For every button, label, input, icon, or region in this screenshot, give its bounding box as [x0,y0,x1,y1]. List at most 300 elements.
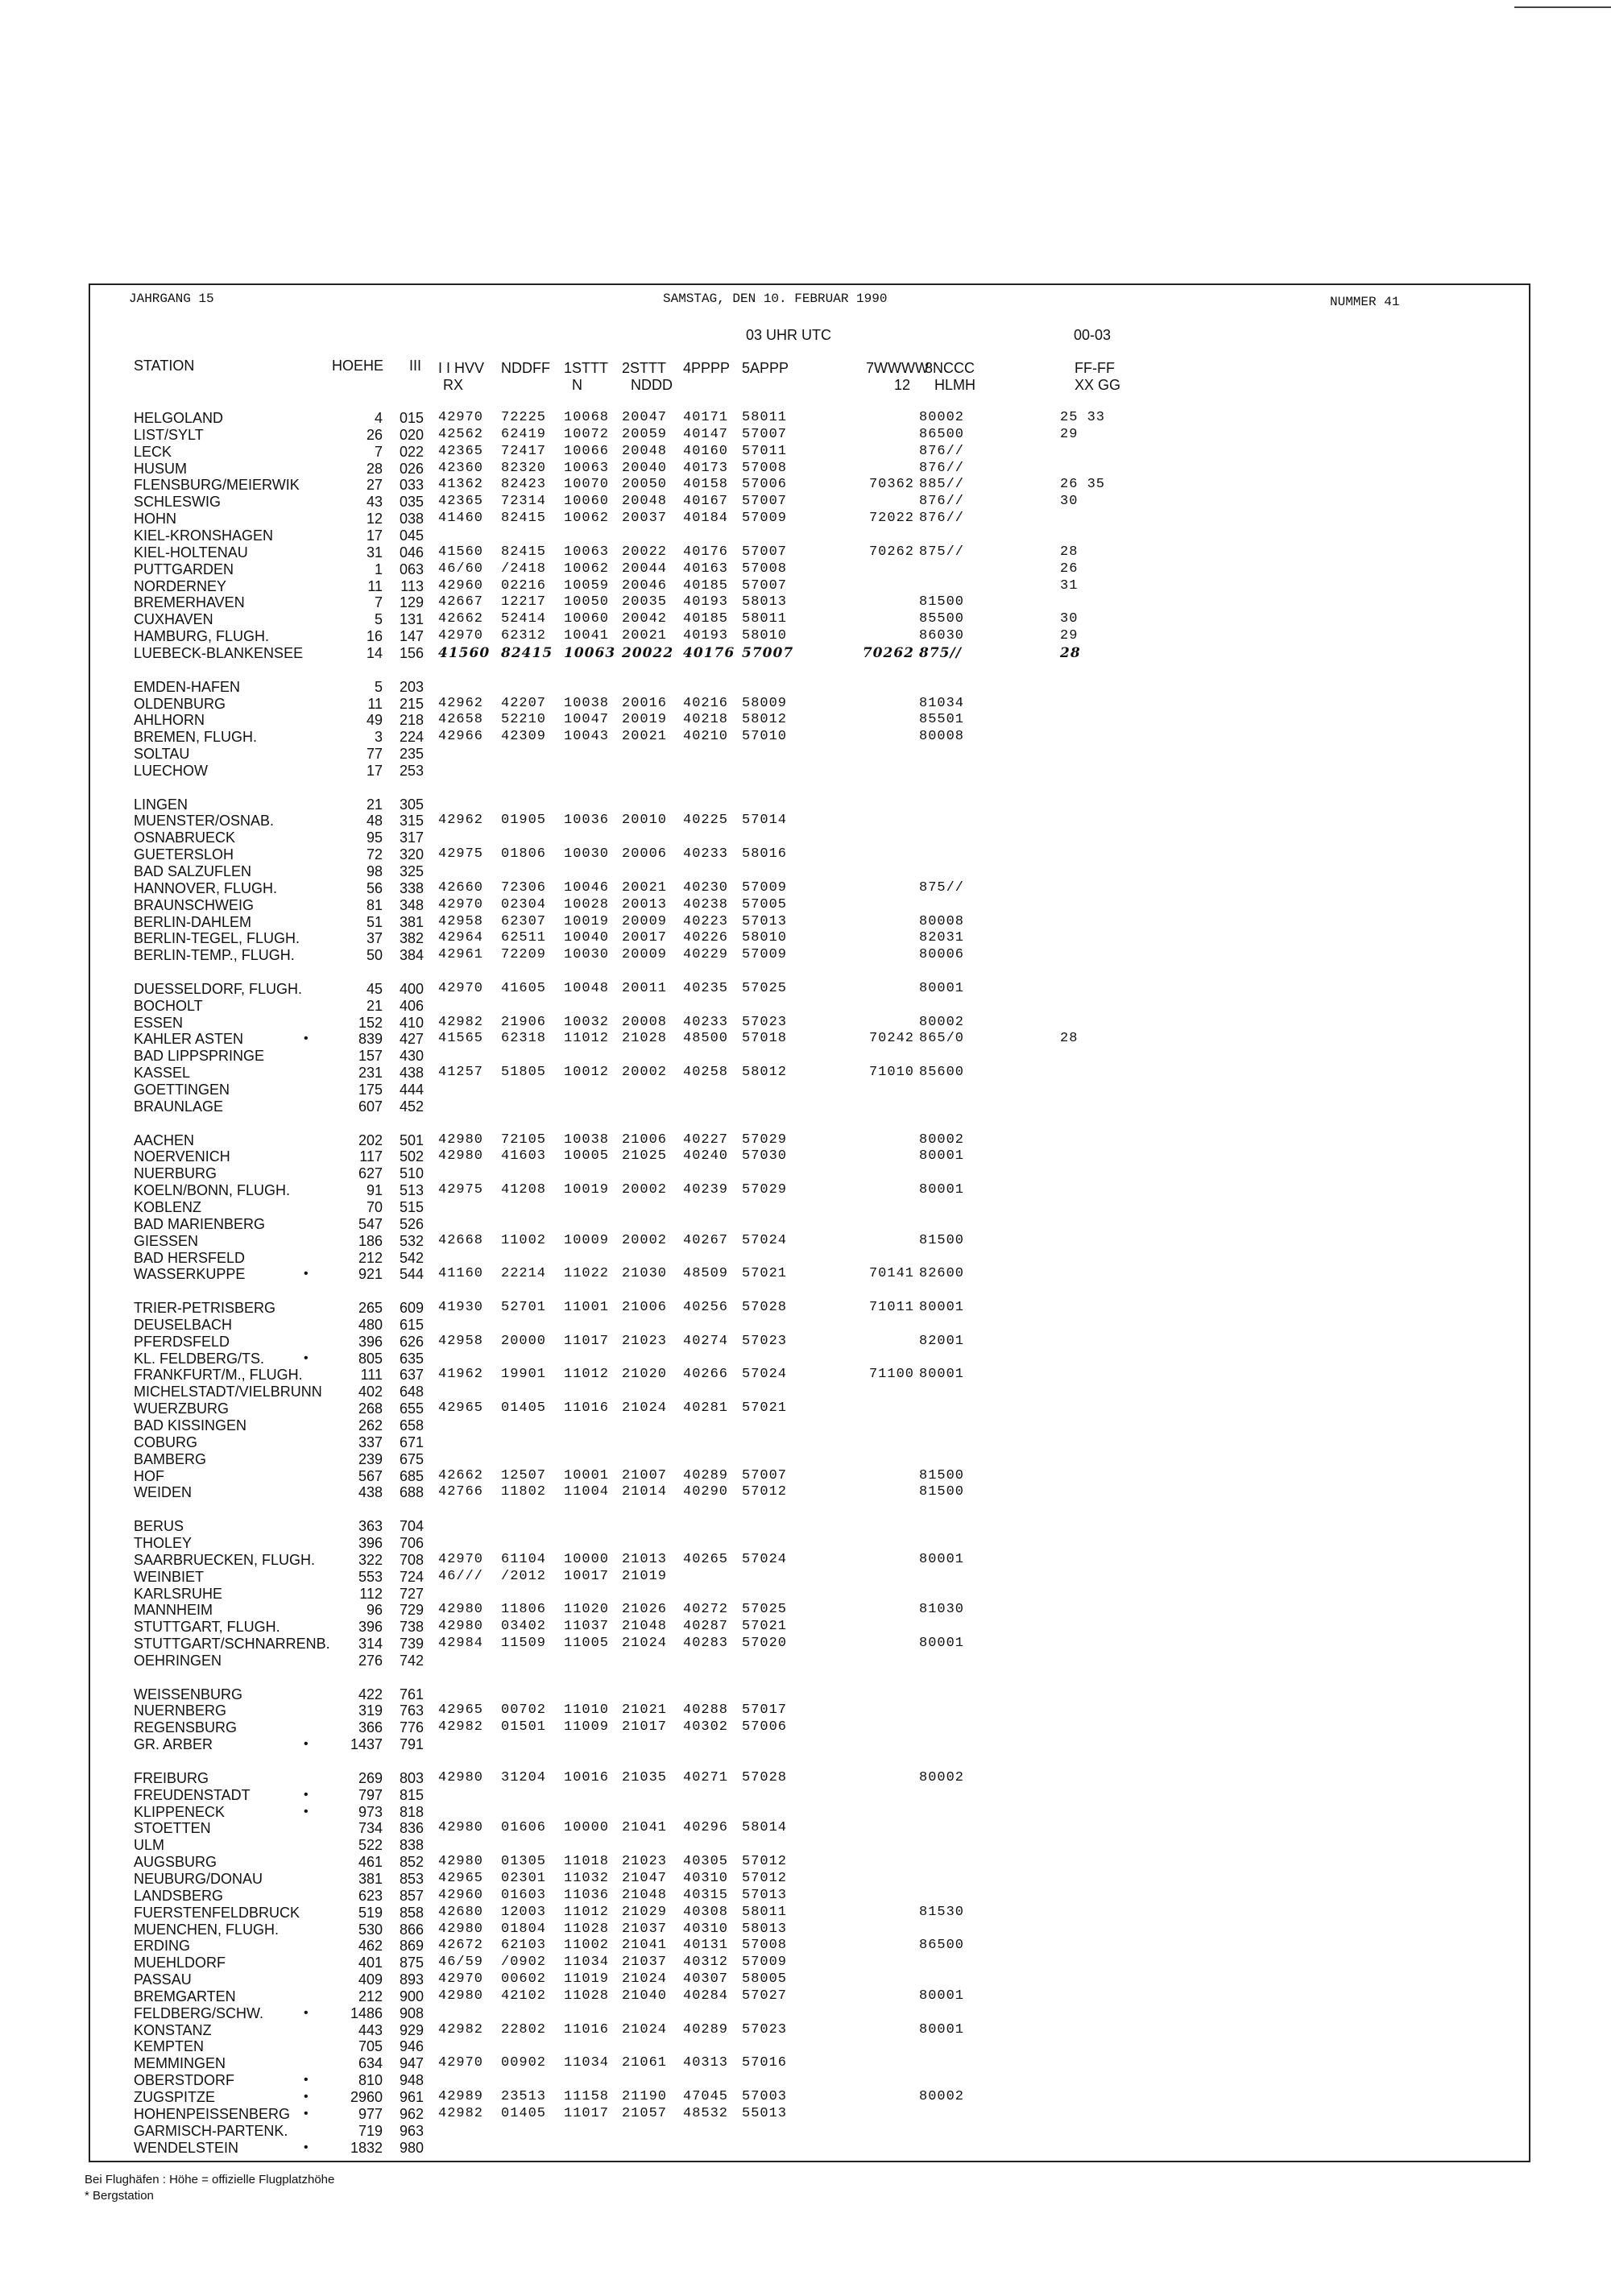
obs-group-1: 42680 [438,1904,484,1920]
station-height: 45 [366,980,383,997]
station-id: 224 [399,729,424,746]
obs-group-2: 01804 [501,1921,547,1937]
obs-group-3: 11158 [564,2089,610,2104]
obs-group-1: 41560 [438,544,484,560]
mountain-station-marker: • [304,2090,309,2104]
station-name: NOERVENICH [134,1148,230,1165]
obs-group-3: 11034 [564,2055,610,2071]
station-height: 1 [374,561,383,577]
obs-group-4: 21025 [622,1148,668,1165]
obs-group-4: 21029 [622,1904,668,1920]
obs-group-3: 11017 [564,2105,610,2121]
table-row [0,1451,1611,1468]
obs-group-2: 02216 [501,577,547,594]
table-row [0,981,1611,998]
table-row [0,1148,1611,1165]
obs-group-2: 22214 [501,1266,547,1282]
station-id: 961 [399,2089,424,2105]
obs-group-6: 58010 [742,628,788,644]
col-c4-sub: NDDD [631,377,673,393]
mountain-station-marker: • [304,1032,309,1046]
station-id: 315 [399,813,424,829]
weather-group: 70362 [868,477,914,493]
obs-group-1: 42975 [438,1182,484,1198]
mountain-station-marker: • [304,1787,309,1802]
obs-group-2: 01501 [501,1719,547,1735]
table-row [0,880,1611,897]
obs-group-5: 40171 [683,410,729,425]
table-row [0,2072,1611,2089]
obs-group-1: 42982 [438,2021,484,2037]
obs-group-3: 10041 [564,628,610,644]
obs-group-4: 20010 [622,813,668,829]
obs-group-1: 41962 [438,1367,484,1383]
station-name: FREUDENSTADT [134,1786,251,1803]
obs-group-6: 57024 [742,1367,788,1383]
station-id: 706 [399,1534,424,1551]
obs-group-5: 40233 [683,1014,729,1030]
obs-group-6: 57029 [742,1182,788,1198]
col-c6: 5APPP [742,360,789,376]
station-id: 513 [399,1182,424,1199]
obs-group-2: 72225 [501,410,547,425]
table-row [0,1938,1611,1955]
obs-group-5: 40163 [683,561,729,577]
obs-group-1: 42365 [438,494,484,510]
obs-group-4: 21007 [622,1467,668,1483]
obs-group-3: 11002 [564,1938,610,1954]
cloud-group: 85501 [919,712,965,728]
obs-group-1: 42970 [438,1971,484,1987]
obs-group-6: 57023 [742,2021,788,2037]
station-height: 239 [358,1450,383,1467]
obs-group-3: 11016 [564,1400,610,1417]
wind-gust-group: 29 [1060,426,1079,442]
col-c1: I I HVV [438,360,485,376]
obs-group-4: 21057 [622,2105,668,2121]
obs-group-3: 11012 [564,1031,610,1047]
obs-group-5: 40312 [683,1955,729,1971]
obs-group-1: 41257 [438,1065,484,1081]
obs-group-4: 20059 [622,426,668,442]
obs-group-5: 40287 [683,1619,729,1635]
station-height: 72 [366,846,383,863]
station-id: 382 [399,930,424,947]
obs-group-1: 42965 [438,1400,484,1417]
station-name: FLENSBURG/MEIERWIK [134,477,300,494]
obs-group-6: 57009 [742,511,788,527]
table-row [0,1098,1611,1115]
station-height: 921 [358,1266,383,1283]
table-row [0,1484,1611,1501]
station-id: 544 [399,1266,424,1283]
table-row [0,914,1611,931]
station-id: 156 [399,644,424,661]
col-c3: 1STTT [564,360,609,376]
obs-group-4: 21020 [622,1367,668,1383]
obs-group-4: 20002 [622,1065,668,1081]
obs-group-5: 40160 [683,443,729,459]
obs-group-5: 40302 [683,1719,729,1735]
obs-group-3: 10019 [564,913,610,929]
wind-gust-group: 25 33 [1060,410,1106,425]
obs-group-2: 52210 [501,712,547,728]
station-name: BAD MARIENBERG [134,1215,266,1232]
station-height: 402 [358,1384,383,1400]
station-name: BERUS [134,1518,184,1535]
obs-group-1: 41565 [438,1031,484,1047]
station-name: AACHEN [134,1131,195,1148]
obs-group-5: 40296 [683,1820,729,1836]
mountain-station-marker: • [304,1351,309,1365]
table-row [0,1619,1611,1636]
obs-group-4: 20047 [622,410,668,425]
station-name: BAD LIPPSPRINGE [134,1048,265,1065]
obs-group-5: 40267 [683,1232,729,1248]
obs-group-3: 11018 [564,1854,610,1870]
obs-group-5: 40216 [683,695,729,711]
station-id: 658 [399,1417,424,1433]
obs-group-6: 57018 [742,1031,788,1047]
mountain-station-marker: • [304,1804,309,1818]
obs-group-6: 57021 [742,1266,788,1282]
station-name: BAD HERSFELD [134,1249,246,1266]
obs-group-1: 42970 [438,2055,484,2071]
station-height: 37 [366,930,383,947]
station-id: 015 [399,410,424,426]
station-id: 908 [399,2004,424,2021]
obs-group-6: 57014 [742,813,788,829]
obs-group-4: 21021 [622,1702,668,1719]
cloud-group: 80001 [919,1636,965,1651]
obs-group-6: 57009 [742,947,788,963]
obs-group-4: 20002 [622,1232,668,1248]
obs-group-5: 40176 [683,544,729,560]
table-row [0,1132,1611,1149]
station-name: HELGOLAND [134,410,224,426]
station-id: 704 [399,1518,424,1535]
station-id: 400 [399,980,424,997]
cloud-group: 80002 [919,2089,965,2104]
station-id: 724 [399,1568,424,1585]
station-height: 839 [358,1031,383,1048]
obs-group-1: 41362 [438,477,484,493]
cloud-group: 80001 [919,1182,965,1198]
table-row [0,1736,1611,1753]
station-height: 319 [358,1702,383,1719]
station-name: KLIPPENECK [134,1803,226,1820]
cloud-group: 876// [919,460,965,476]
obs-group-1: 42982 [438,1719,484,1735]
obs-group-6: 57027 [742,1988,788,2004]
station-height: 973 [358,1803,383,1820]
table-row [0,947,1611,964]
station-name: BOCHOLT [134,997,203,1014]
obs-group-6: 58011 [742,1904,788,1920]
obs-group-5: 40223 [683,913,729,929]
obs-group-1: 41160 [438,1266,484,1282]
obs-group-5: 40307 [683,1971,729,1987]
station-id: 671 [399,1433,424,1450]
station-height: 14 [366,644,383,661]
obs-group-5: 40226 [683,930,729,946]
table-row [0,813,1611,829]
obs-group-1: 42966 [438,729,484,745]
station-id: 501 [399,1131,424,1148]
obs-group-1: 42970 [438,896,484,912]
obs-group-5: 40235 [683,980,729,996]
obs-group-1: 46/59 [438,1955,484,1971]
station-name: KEMPTEN [134,2038,205,2055]
station-height: 21 [366,997,383,1014]
station-id: 866 [399,1921,424,1938]
station-name: FRANKFURT/M., FLUGH. [134,1367,303,1384]
station-name: BREMERHAVEN [134,594,245,611]
station-name: BREMEN, FLUGH. [134,729,258,746]
obs-group-4: 20021 [622,628,668,644]
obs-group-4: 21190 [622,2089,668,2104]
weather-group: 72022 [868,511,914,527]
station-id: 739 [399,1636,424,1652]
obs-group-4: 21041 [622,1820,668,1836]
obs-group-5: 40283 [683,1636,729,1651]
obs-group-2: 00602 [501,1971,547,1987]
station-id: 046 [399,544,424,561]
station-name: NORDERNEY [134,577,227,594]
table-row [0,1048,1611,1065]
station-height: 175 [358,1082,383,1098]
obs-group-4: 21014 [622,1484,668,1500]
station-height: 212 [358,1988,383,2004]
station-height: 314 [358,1636,383,1652]
station-id: 406 [399,997,424,1014]
station-id: 542 [399,1249,424,1266]
obs-group-4: 21026 [622,1602,668,1618]
obs-group-6: 58010 [742,930,788,946]
station-height: 5 [374,611,383,628]
table-row [0,1653,1611,1669]
obs-group-1: 42970 [438,1551,484,1567]
obs-group-1: 42970 [438,410,484,425]
table-row [0,1719,1611,1736]
obs-group-5: 48532 [683,2105,729,2121]
table-row [0,1317,1611,1334]
wind-gust-group: 31 [1060,577,1079,594]
obs-group-3: 10063 [564,644,616,661]
station-name: AUGSBURG [134,1854,217,1871]
obs-group-6: 57012 [742,1854,788,1870]
station-height: 21 [366,796,383,813]
obs-group-5: 40289 [683,2021,729,2037]
station-name: FUERSTENFELDBRUCK [134,1904,300,1921]
table-row [0,1216,1611,1233]
table-row [0,796,1611,813]
station-height: 96 [366,1602,383,1619]
station-id: 655 [399,1400,424,1417]
footnote-airport: Bei Flughäfen : Höhe = offizielle Flugplatzhöhe [85,2173,335,2186]
obs-group-5: 40256 [683,1300,729,1315]
obs-group-6: 57006 [742,1719,788,1735]
table-row [0,544,1611,561]
obs-group-5: 40258 [683,1065,729,1081]
table-row [0,1787,1611,1804]
station-id: 615 [399,1316,424,1333]
station-name: MUENCHEN, FLUGH. [134,1921,280,1938]
obs-group-2: 82415 [501,544,547,560]
cloud-group: 81030 [919,1602,965,1618]
station-height: 16 [366,628,383,645]
col-c9: FF-FF [1075,360,1115,376]
obs-group-1: 46/// [438,1568,484,1584]
cloud-group: 80001 [919,1367,965,1383]
station-name: LIST/SYLT [134,426,204,443]
station-height: 1832 [350,2139,383,2156]
obs-group-2: 62318 [501,1031,547,1047]
table-row [0,863,1611,880]
station-height: 11 [367,577,383,594]
station-height: 977 [358,2105,383,2122]
station-height: 443 [358,2021,383,2038]
table-row [0,729,1611,746]
obs-group-4: 21024 [622,2021,668,2037]
station-name: SOLTAU [134,746,190,762]
obs-group-4: 21061 [622,2055,668,2071]
station-height: 48 [366,813,383,829]
obs-group-4: 20011 [622,980,668,996]
obs-group-5: 40185 [683,611,729,627]
station-id: 947 [399,2055,424,2072]
col-c3-sub: N [572,377,582,393]
station-name: OLDENBURG [134,695,226,712]
obs-group-5: 40173 [683,460,729,476]
obs-group-2: 41605 [501,980,547,996]
obs-group-3: 11012 [564,1904,610,1920]
obs-group-2: 72417 [501,443,547,459]
obs-group-4: 20037 [622,511,668,527]
station-id: 609 [399,1300,424,1316]
obs-group-4: 20042 [622,611,668,627]
obs-group-2: 31204 [501,1769,547,1785]
station-name: AHLHORN [134,712,205,729]
table-row [0,1199,1611,1216]
station-height: 202 [358,1131,383,1148]
station-name: PASSAU [134,1971,192,1988]
station-id: 948 [399,2072,424,2089]
cloud-group: 82031 [919,930,965,946]
obs-group-3: 10060 [564,494,610,510]
obs-group-5: 40131 [683,1938,729,1954]
obs-group-1: 42980 [438,1854,484,1870]
station-height: 396 [358,1534,383,1551]
obs-group-5: 40274 [683,1333,729,1349]
obs-group-1: 42960 [438,1887,484,1903]
obs-group-4: 20035 [622,594,668,610]
station-id: 502 [399,1148,424,1165]
station-id: 438 [399,1065,424,1082]
station-id: 035 [399,494,424,511]
obs-group-2: 12507 [501,1467,547,1483]
obs-group-6: 57028 [742,1300,788,1315]
col-hoehe: HOEHE [332,358,384,374]
obs-group-2: 12003 [501,1904,547,1920]
table-row [0,1770,1611,1787]
station-id: 430 [399,1048,424,1065]
obs-group-4: 21037 [622,1921,668,1937]
edge-line [1514,6,1611,8]
obs-group-3: 11028 [564,1921,610,1937]
table-row [0,1552,1611,1569]
obs-group-4: 20046 [622,577,668,594]
station-height: 43 [366,494,383,511]
station-id: 946 [399,2038,424,2055]
station-name: BREMGARTEN [134,1988,236,2004]
footnote-mountain: * Bergstation [85,2189,154,2203]
obs-group-2: 42207 [501,695,547,711]
obs-group-3: 10070 [564,477,610,493]
table-row [0,1417,1611,1434]
obs-group-5: 40185 [683,577,729,594]
col-c9-sub: XX GG [1075,377,1121,393]
obs-group-4: 21040 [622,1988,668,2004]
station-name: GR. ARBER [134,1736,213,1753]
cloud-group: 80001 [919,1300,965,1315]
station-height: 1486 [350,2004,383,2021]
station-height: 363 [358,1518,383,1535]
obs-group-4: 20021 [622,729,668,745]
obs-group-1: 42960 [438,577,484,594]
station-name: HOHENPEISSENBERG [134,2105,291,2122]
station-height: 269 [358,1769,383,1786]
obs-group-5: 48509 [683,1266,729,1282]
col-station: STATION [134,358,195,374]
cloud-group: 80001 [919,2021,965,2037]
obs-group-4: 21028 [622,1031,668,1047]
station-name: GUETERSLOH [134,846,234,863]
obs-group-4: 21023 [622,1333,668,1349]
station-height: 157 [358,1048,383,1065]
station-name: MICHELSTADT/VIELBRUNN [134,1384,322,1400]
mountain-station-marker: • [304,2073,309,2087]
cloud-group: 80002 [919,410,965,425]
station-name: GOETTINGEN [134,1082,230,1098]
obs-group-1: 42766 [438,1484,484,1500]
obs-group-1: 42961 [438,947,484,963]
obs-group-1: 42980 [438,1602,484,1618]
obs-group-4: 21006 [622,1300,668,1315]
obs-group-4: 20019 [622,712,668,728]
obs-group-3: 10066 [564,443,610,459]
obs-group-4: 20044 [622,561,668,577]
obs-group-3: 11016 [564,2021,610,2037]
obs-group-4: 21037 [622,1955,668,1971]
obs-group-3: 11001 [564,1300,610,1315]
station-id: 338 [399,879,424,896]
obs-group-1: 42964 [438,930,484,946]
station-height: 7 [374,443,383,460]
obs-group-4: 21024 [622,1400,668,1417]
table-row [0,511,1611,527]
obs-group-1: 42672 [438,1938,484,1954]
obs-group-1: 41560 [438,644,491,661]
table-row [0,1971,1611,1988]
weather-group: 70262 [862,644,914,661]
obs-group-1: 42965 [438,1702,484,1719]
obs-group-6: 58005 [742,1971,788,1987]
obs-group-4: 21023 [622,1854,668,1870]
obs-group-2: 82320 [501,460,547,476]
obs-group-2: 01305 [501,1854,547,1870]
obs-group-4: 21017 [622,1719,668,1735]
